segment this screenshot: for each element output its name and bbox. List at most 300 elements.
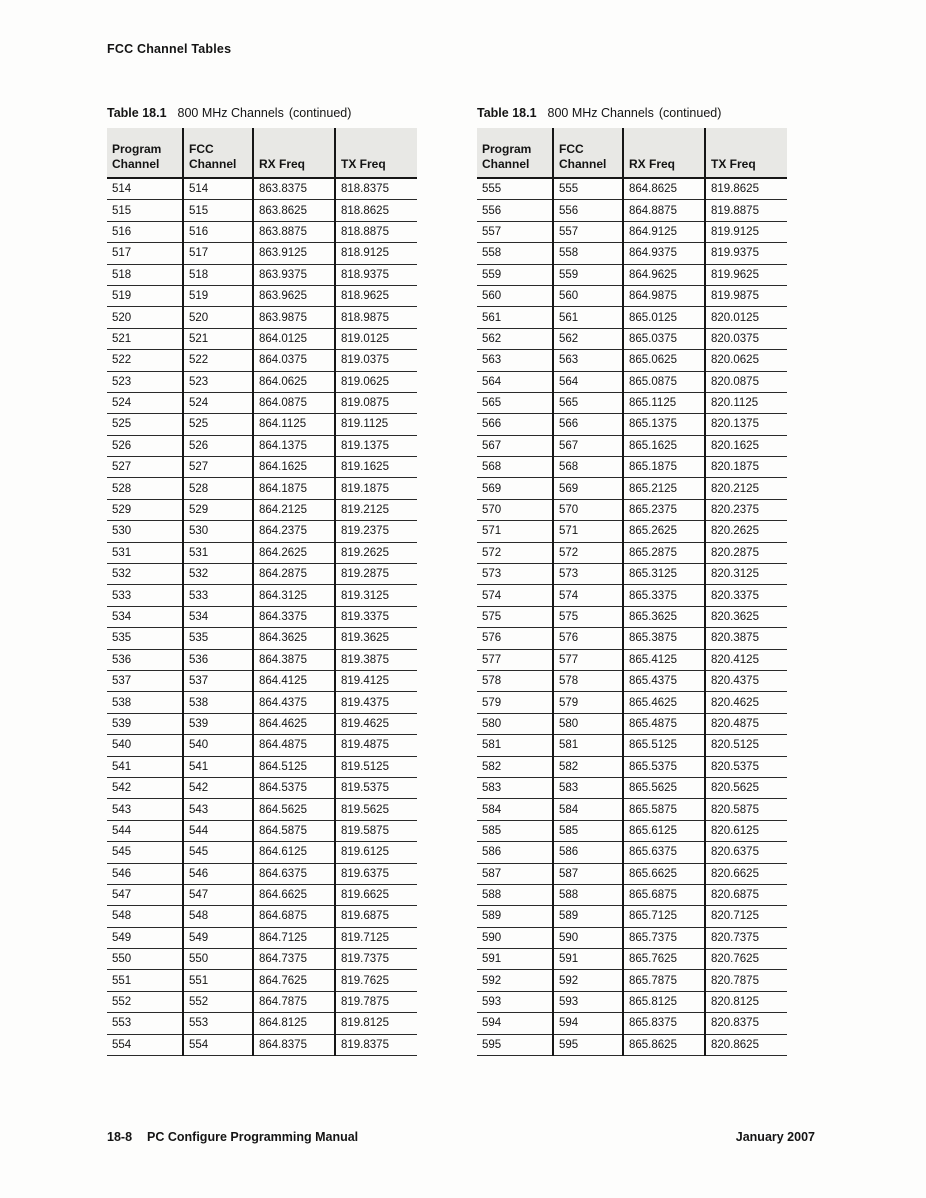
table-cell: 563 <box>553 350 623 371</box>
table-cell: 864.1125 <box>253 414 335 435</box>
table-row <box>107 670 417 691</box>
table-cell: 580 <box>553 713 623 734</box>
table-cell: 864.0125 <box>253 328 335 349</box>
table-cell: 865.4625 <box>623 692 705 713</box>
table-cell: 820.8625 <box>705 1034 787 1055</box>
table-cell: 534 <box>183 606 253 627</box>
table-cell: 574 <box>477 585 553 606</box>
table-row <box>477 1034 787 1055</box>
table-cell: 578 <box>477 670 553 691</box>
channel-table-left <box>107 106 419 1056</box>
table-cell: 550 <box>107 949 183 970</box>
table-cell: 820.8125 <box>705 991 787 1012</box>
table-row <box>107 435 417 456</box>
table-row <box>107 756 417 777</box>
table-cell: 543 <box>183 799 253 820</box>
table-cell: 818.9125 <box>335 243 417 264</box>
table-cell: 553 <box>183 1013 253 1034</box>
table-cell: 522 <box>183 350 253 371</box>
table-cell: 819.6875 <box>335 906 417 927</box>
table-row <box>477 478 787 499</box>
table-row <box>107 414 417 435</box>
table-cell: 529 <box>107 499 183 520</box>
table-cell: 820.4125 <box>705 649 787 670</box>
table-row <box>107 884 417 905</box>
table-cell: 519 <box>183 285 253 306</box>
table-cell: 593 <box>477 991 553 1012</box>
table-cell: 516 <box>183 221 253 242</box>
table-row <box>477 970 787 991</box>
table-cell: 576 <box>477 628 553 649</box>
table-row <box>477 884 787 905</box>
table-row <box>107 285 417 306</box>
table-cell: 528 <box>183 478 253 499</box>
table-cell: 865.2125 <box>623 478 705 499</box>
table-row <box>107 991 417 1012</box>
table-cell: 518 <box>107 264 183 285</box>
table-cell: 543 <box>107 799 183 820</box>
table-row <box>477 906 787 927</box>
table-cell: 588 <box>477 884 553 905</box>
table-row <box>107 949 417 970</box>
table-cell: 864.0375 <box>253 350 335 371</box>
table-cell: 818.9375 <box>335 264 417 285</box>
table-cell: 571 <box>553 521 623 542</box>
table-row <box>477 842 787 863</box>
table-cell: 587 <box>553 863 623 884</box>
table-cell: 864.5375 <box>253 777 335 798</box>
table-cell: 549 <box>183 927 253 948</box>
table-cell: 567 <box>553 435 623 456</box>
table-cell: 865.5875 <box>623 799 705 820</box>
table-cell: 570 <box>477 499 553 520</box>
table-cell: 525 <box>107 414 183 435</box>
table-cell: 865.7625 <box>623 949 705 970</box>
footer-manual-title: PC Configure Programming Manual <box>147 1130 359 1144</box>
channel-frequency-table <box>477 128 787 1056</box>
table-cell: 556 <box>553 200 623 221</box>
table-cell: 520 <box>107 307 183 328</box>
table-cell: 584 <box>477 799 553 820</box>
table-row <box>107 649 417 670</box>
table-cell: 865.0375 <box>623 328 705 349</box>
table-cell: 558 <box>553 243 623 264</box>
channel-table-right <box>477 106 789 1056</box>
table-cell: 536 <box>107 649 183 670</box>
table-row <box>477 499 787 520</box>
table-header-row <box>107 128 417 178</box>
table-cell: 525 <box>183 414 253 435</box>
table-cell: 517 <box>107 243 183 264</box>
table-cell: 552 <box>107 991 183 1012</box>
table-cell: 548 <box>107 906 183 927</box>
table-cell: 575 <box>477 606 553 627</box>
table-row <box>107 264 417 285</box>
table-cell: 864.5625 <box>253 799 335 820</box>
table-cell: 558 <box>477 243 553 264</box>
table-cell: 566 <box>553 414 623 435</box>
table-row <box>477 713 787 734</box>
table-cell: 865.2625 <box>623 521 705 542</box>
table-row <box>107 628 417 649</box>
table-cell: 865.6375 <box>623 842 705 863</box>
table-cell: 538 <box>183 692 253 713</box>
table-caption <box>477 106 789 120</box>
table-cell: 864.6875 <box>253 906 335 927</box>
table-row <box>107 521 417 542</box>
table-cell: 865.6125 <box>623 820 705 841</box>
table-cell: 591 <box>553 949 623 970</box>
table-cell: 865.5125 <box>623 735 705 756</box>
table-cell: 579 <box>477 692 553 713</box>
table-cell: 819.3125 <box>335 585 417 606</box>
table-cell: 820.5875 <box>705 799 787 820</box>
table-row <box>107 371 417 392</box>
table-cell: 865.6625 <box>623 863 705 884</box>
table-cell: 540 <box>183 735 253 756</box>
table-cell: 819.9125 <box>705 221 787 242</box>
table-cell: 820.6625 <box>705 863 787 884</box>
table-cell: 531 <box>183 542 253 563</box>
table-cell: 818.9875 <box>335 307 417 328</box>
table-cell: 582 <box>553 756 623 777</box>
table-cell: 531 <box>107 542 183 563</box>
table-cell: 865.3125 <box>623 564 705 585</box>
table-cell: 864.8375 <box>253 1034 335 1055</box>
table-cell: 589 <box>553 906 623 927</box>
table-cell: 820.7875 <box>705 970 787 991</box>
table-cell: 819.6625 <box>335 884 417 905</box>
table-cell: 819.8125 <box>335 1013 417 1034</box>
table-body <box>477 178 787 1056</box>
table-cell: 560 <box>477 285 553 306</box>
table-cell: 819.1625 <box>335 457 417 478</box>
column-header: RX Freq <box>623 128 705 178</box>
table-cell: 864.3125 <box>253 585 335 606</box>
table-cell: 819.8375 <box>335 1034 417 1055</box>
table-cell: 585 <box>553 820 623 841</box>
table-cell: 865.7125 <box>623 906 705 927</box>
table-cell: 819.4375 <box>335 692 417 713</box>
table-cell: 865.6875 <box>623 884 705 905</box>
table-row <box>107 200 417 221</box>
table-cell: 522 <box>107 350 183 371</box>
table-cell: 820.5375 <box>705 756 787 777</box>
table-cell: 532 <box>107 564 183 585</box>
table-cell: 820.3625 <box>705 606 787 627</box>
table-cell: 820.0125 <box>705 307 787 328</box>
table-cell: 523 <box>183 371 253 392</box>
table-cell: 584 <box>553 799 623 820</box>
table-cell: 820.2125 <box>705 478 787 499</box>
table-cell: 820.5625 <box>705 777 787 798</box>
table-cell: 865.0875 <box>623 371 705 392</box>
table-row <box>107 221 417 242</box>
table-cell: 864.0875 <box>253 392 335 413</box>
table-cell: 819.7375 <box>335 949 417 970</box>
table-cell: 593 <box>553 991 623 1012</box>
table-cell: 524 <box>183 392 253 413</box>
table-cell: 572 <box>477 542 553 563</box>
table-cell: 819.8875 <box>705 200 787 221</box>
table-cell: 595 <box>553 1034 623 1055</box>
table-cell: 574 <box>553 585 623 606</box>
table-row <box>107 606 417 627</box>
table-cell: 585 <box>477 820 553 841</box>
table-cell: 579 <box>553 692 623 713</box>
table-cell: 545 <box>107 842 183 863</box>
table-cell: 864.8875 <box>623 200 705 221</box>
table-row <box>107 1013 417 1034</box>
table-cell: 818.9625 <box>335 285 417 306</box>
table-cell: 555 <box>553 178 623 200</box>
column-header: Program Channel <box>477 128 553 178</box>
table-cell: 526 <box>107 435 183 456</box>
table-cell: 524 <box>107 392 183 413</box>
table-caption-title: 800 MHz Channels <box>547 106 654 120</box>
table-cell: 864.9875 <box>623 285 705 306</box>
table-cell: 865.7375 <box>623 927 705 948</box>
table-caption <box>107 106 419 120</box>
table-cell: 529 <box>183 499 253 520</box>
table-cell: 517 <box>183 243 253 264</box>
table-cell: 820.1375 <box>705 414 787 435</box>
table-cell: 819.4125 <box>335 670 417 691</box>
table-cell: 865.8625 <box>623 1034 705 1055</box>
table-row <box>477 863 787 884</box>
table-cell: 588 <box>553 884 623 905</box>
table-cell: 820.2375 <box>705 499 787 520</box>
table-cell: 820.6375 <box>705 842 787 863</box>
table-header-row <box>477 128 787 178</box>
table-cell: 592 <box>553 970 623 991</box>
table-cell: 864.8625 <box>623 178 705 200</box>
table-cell: 565 <box>477 392 553 413</box>
table-cell: 554 <box>183 1034 253 1055</box>
table-cell: 865.4875 <box>623 713 705 734</box>
table-cell: 865.4375 <box>623 670 705 691</box>
table-row <box>477 692 787 713</box>
table-cell: 865.0125 <box>623 307 705 328</box>
table-cell: 864.2125 <box>253 499 335 520</box>
table-row <box>107 863 417 884</box>
footer-page-number: 18-8 <box>107 1130 133 1144</box>
table-cell: 538 <box>107 692 183 713</box>
table-cell: 570 <box>553 499 623 520</box>
table-cell: 516 <box>107 221 183 242</box>
table-cell: 864.1625 <box>253 457 335 478</box>
table-cell: 819.3875 <box>335 649 417 670</box>
table-cell: 566 <box>477 414 553 435</box>
table-cell: 820.1125 <box>705 392 787 413</box>
table-cell: 864.0625 <box>253 371 335 392</box>
table-cell: 526 <box>183 435 253 456</box>
table-cell: 541 <box>107 756 183 777</box>
table-cell: 586 <box>553 842 623 863</box>
table-cell: 819.2625 <box>335 542 417 563</box>
table-cell: 542 <box>183 777 253 798</box>
table-cell: 865.5375 <box>623 756 705 777</box>
table-cell: 548 <box>183 906 253 927</box>
table-cell: 573 <box>553 564 623 585</box>
table-caption-suffix: (continued) <box>288 106 352 120</box>
table-cell: 539 <box>107 713 183 734</box>
table-cell: 527 <box>107 457 183 478</box>
table-cell: 555 <box>477 178 553 200</box>
table-cell: 864.5875 <box>253 820 335 841</box>
footer-date: January 2007 <box>735 1130 815 1144</box>
table-cell: 537 <box>107 670 183 691</box>
table-cell: 820.3375 <box>705 585 787 606</box>
table-cell: 550 <box>183 949 253 970</box>
table-row <box>477 200 787 221</box>
table-cell: 865.7875 <box>623 970 705 991</box>
table-cell: 586 <box>477 842 553 863</box>
table-row <box>107 542 417 563</box>
column-header: Program Channel <box>107 128 183 178</box>
table-row <box>477 221 787 242</box>
table-caption-label: Table 18.1 <box>107 106 167 120</box>
table-cell: 820.3875 <box>705 628 787 649</box>
table-cell: 591 <box>477 949 553 970</box>
table-row <box>477 628 787 649</box>
table-cell: 819.2875 <box>335 564 417 585</box>
table-cell: 819.9625 <box>705 264 787 285</box>
table-cell: 819.0625 <box>335 371 417 392</box>
table-cell: 819.1375 <box>335 435 417 456</box>
table-row <box>477 328 787 349</box>
table-cell: 864.6625 <box>253 884 335 905</box>
table-cell: 864.2875 <box>253 564 335 585</box>
table-cell: 819.4875 <box>335 735 417 756</box>
table-cell: 864.9375 <box>623 243 705 264</box>
table-cell: 533 <box>107 585 183 606</box>
table-cell: 594 <box>477 1013 553 1034</box>
table-cell: 578 <box>553 670 623 691</box>
table-cell: 864.7125 <box>253 927 335 948</box>
table-cell: 865.1375 <box>623 414 705 435</box>
table-cell: 541 <box>183 756 253 777</box>
column-header: FCC Channel <box>183 128 253 178</box>
table-cell: 581 <box>477 735 553 756</box>
table-cell: 820.1875 <box>705 457 787 478</box>
table-cell: 819.1125 <box>335 414 417 435</box>
table-cell: 865.5625 <box>623 777 705 798</box>
table-cell: 820.7375 <box>705 927 787 948</box>
table-cell: 820.2875 <box>705 542 787 563</box>
table-row <box>477 606 787 627</box>
table-cell: 595 <box>477 1034 553 1055</box>
table-row <box>107 392 417 413</box>
table-cell: 567 <box>477 435 553 456</box>
table-cell: 537 <box>183 670 253 691</box>
column-header: TX Freq <box>335 128 417 178</box>
table-cell: 519 <box>107 285 183 306</box>
table-row <box>107 499 417 520</box>
table-cell: 865.2375 <box>623 499 705 520</box>
table-row <box>477 670 787 691</box>
table-row <box>477 542 787 563</box>
table-cell: 864.2375 <box>253 521 335 542</box>
table-cell: 865.3625 <box>623 606 705 627</box>
table-cell: 820.6875 <box>705 884 787 905</box>
table-cell: 864.3375 <box>253 606 335 627</box>
table-cell: 527 <box>183 457 253 478</box>
table-row <box>477 1013 787 1034</box>
table-cell: 819.5875 <box>335 820 417 841</box>
table-cell: 544 <box>107 820 183 841</box>
table-cell: 547 <box>183 884 253 905</box>
table-cell: 819.6125 <box>335 842 417 863</box>
table-cell: 864.3875 <box>253 649 335 670</box>
table-cell: 864.4125 <box>253 670 335 691</box>
table-cell: 582 <box>477 756 553 777</box>
table-cell: 819.0125 <box>335 328 417 349</box>
table-cell: 820.4625 <box>705 692 787 713</box>
table-cell: 864.7625 <box>253 970 335 991</box>
table-row <box>107 243 417 264</box>
table-cell: 819.5375 <box>335 777 417 798</box>
table-cell: 864.3625 <box>253 628 335 649</box>
table-cell: 562 <box>477 328 553 349</box>
table-cell: 820.0875 <box>705 371 787 392</box>
table-row <box>107 820 417 841</box>
table-cell: 819.2125 <box>335 499 417 520</box>
table-cell: 819.5125 <box>335 756 417 777</box>
table-cell: 554 <box>107 1034 183 1055</box>
table-cell: 864.6125 <box>253 842 335 863</box>
table-cell: 542 <box>107 777 183 798</box>
table-cell: 572 <box>553 542 623 563</box>
table-cell: 590 <box>553 927 623 948</box>
table-cell: 520 <box>183 307 253 328</box>
table-row <box>477 820 787 841</box>
table-cell: 864.8125 <box>253 1013 335 1034</box>
table-cell: 523 <box>107 371 183 392</box>
table-cell: 563 <box>477 350 553 371</box>
table-row <box>477 756 787 777</box>
table-row <box>477 799 787 820</box>
table-cell: 819.0375 <box>335 350 417 371</box>
table-cell: 549 <box>107 927 183 948</box>
table-cell: 864.1875 <box>253 478 335 499</box>
table-cell: 865.1625 <box>623 435 705 456</box>
table-cell: 571 <box>477 521 553 542</box>
table-cell: 864.4875 <box>253 735 335 756</box>
table-cell: 865.1875 <box>623 457 705 478</box>
table-cell: 864.1375 <box>253 435 335 456</box>
table-cell: 594 <box>553 1013 623 1034</box>
table-cell: 533 <box>183 585 253 606</box>
table-cell: 569 <box>477 478 553 499</box>
table-cell: 561 <box>477 307 553 328</box>
table-cell: 820.2625 <box>705 521 787 542</box>
table-cell: 864.4375 <box>253 692 335 713</box>
table-cell: 546 <box>107 863 183 884</box>
table-row <box>477 435 787 456</box>
table-cell: 819.5625 <box>335 799 417 820</box>
table-cell: 559 <box>477 264 553 285</box>
table-cell: 575 <box>553 606 623 627</box>
table-cell: 580 <box>477 713 553 734</box>
table-cell: 818.8875 <box>335 221 417 242</box>
table-cell: 820.3125 <box>705 564 787 585</box>
table-cell: 865.8375 <box>623 1013 705 1034</box>
table-cell: 589 <box>477 906 553 927</box>
table-cell: 863.9375 <box>253 264 335 285</box>
table-cell: 865.8125 <box>623 991 705 1012</box>
table-cell: 544 <box>183 820 253 841</box>
